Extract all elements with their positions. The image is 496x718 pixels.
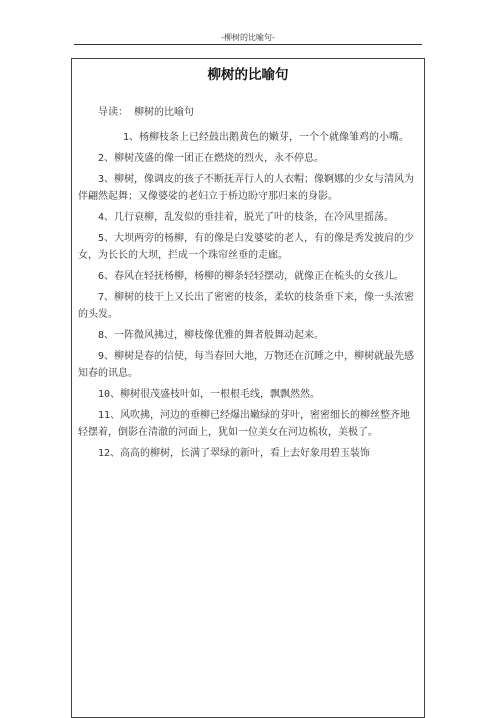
- header-rule: [74, 44, 422, 45]
- list-item: 1、杨柳枝条上已经鼓出鹅黄色的嫩芽，一个个就像雏鸡的小嘴。: [123, 132, 410, 143]
- intro-paragraph: 导读： 柳树的比喻句: [98, 107, 195, 118]
- list-item: 11、风吹拂，河边的垂柳已经爆出嫩绿的芽叶，密密细长的柳丝整齐地轻摆着，倒影在清澈的河面上，犹如一位美女在河边梳妆，美极了。: [78, 410, 411, 438]
- list-item: 9、柳树是春的信使，每当春回大地，万物还在沉睡之中，柳树就最先感知春的讯息。: [78, 351, 415, 379]
- list-item: 10、柳树很茂盛枝叶如，一根根毛线，飘飘然然。: [98, 389, 321, 400]
- document-body: [78, 104, 418, 466]
- list-item: 12、高高的柳树，长满了翠绿的新叶，看上去好象用碧玉装饰: [98, 448, 371, 459]
- list-item: 6、春风在轻抚杨柳，杨柳的柳条轻轻摆动，就像正在梳头的女孩儿。: [98, 271, 405, 282]
- list-item: 3、柳树，像调皮的孩子不断抚弄行人的人衣帽；像婀娜的少女与清风为伴翩然起舞；又像婆娑的老妇立于桥边盼守那归来的身影。: [78, 174, 415, 202]
- running-header: -柳树的比喻句-: [221, 33, 275, 42]
- list-item: 7、柳树的枝干上又长出了密密的枝条，柔软的枝条垂下来，像一头浓密的头发。: [78, 292, 415, 320]
- list-item: 2、柳树茂盛的像一团正在燃烧的烈火，永不停息。: [98, 153, 325, 164]
- list-item: 4、几行衰柳，乱发似的垂挂着，脱光了叶的枝条，在冷风里摇荡。: [98, 212, 395, 223]
- list-item: 5、大坝两旁的杨柳，有的像是白发婆娑的老人，有的像是秀发披肩的少女，为长长的大坝，拦成一个珠帘丝垂的走廊。: [78, 233, 415, 261]
- document-title: 柳树的比喻句: [207, 67, 289, 83]
- list-item: 8、一阵微风拂过，柳枝像优雅的舞者般舞动起来。: [98, 330, 325, 341]
